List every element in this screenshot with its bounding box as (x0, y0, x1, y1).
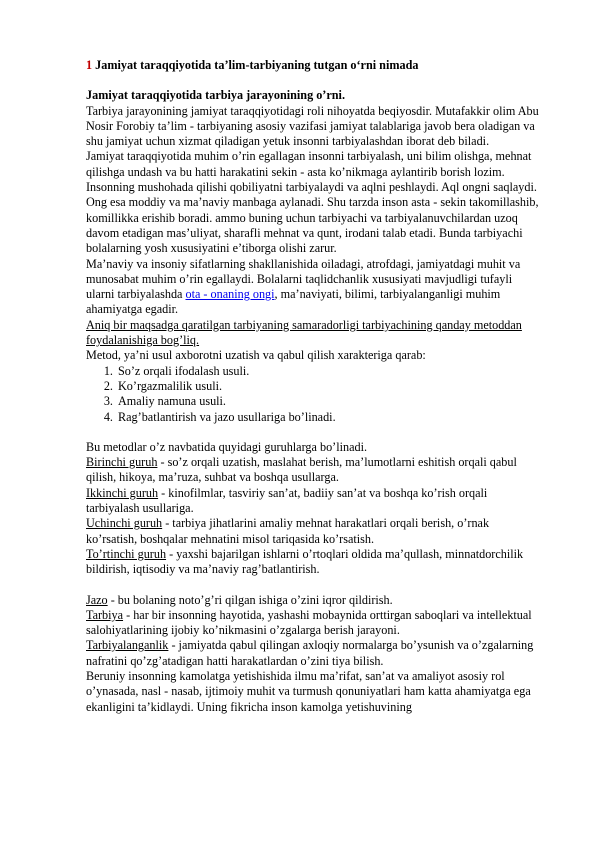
definition-text: - jamiyatda qabul qilingan axloqiy normalarga bo’ysunish va o’zgalarning nafratini qo’zg’atadigan hatti harakatlardan o’zini tiya bilish. (86, 638, 534, 668)
underlined-statement: Aniq bir maqsadga qaratilgan tarbiyaning samaradorligi tarbiyachining qanday metoddan foydalanishiga bog’liq. (86, 317, 522, 348)
closing-paragraph: Beruniy insonning kamolatga yetishishida ilmu ma’rifat, san’at va amaliyot asosiy rol o’ynasada, nasl - nasab, ijtimoiy muhit va turmush qonuniyatlari ham katta ahamiyatga ega ekanligini ta’kidlaydi. Uning fikricha inson kamolga yetishuvining (86, 668, 531, 714)
definition-text: - har bir insonning hayotida, yashashi mobaynida orttirgan saboqlari va intellektual salohiyatlarining ijobiy ko’nikmasini o’zgalarga berish jarayoni. (86, 607, 532, 638)
definition-item (86, 593, 541, 608)
definition-item (86, 608, 541, 639)
list-item: 3. Amaliy namuna usuli. (116, 394, 541, 409)
group-term: Ikkinchi guruh (86, 485, 159, 500)
document-title (86, 58, 541, 73)
group-term: To’rtinchi guruh (86, 546, 167, 561)
list-item: 2. Ko’rgazmalilik usuli. (116, 379, 541, 394)
spacer (86, 578, 541, 593)
list-item: 1. So’z orqali ifodalash usuli. (116, 364, 541, 379)
group-term: Uchinchi guruh (86, 516, 163, 531)
group-item (86, 547, 541, 578)
spacer (86, 425, 541, 440)
paragraph-3-text-before: Ma’naviy va insoniy sifatlarning shakllanishida oiladagi, atrofdagi, jamiyatdagi muhit va munosabat muhim o’rin egallaydi. Bolalarni taqlidchanlik xususiyati mavjudligi tufayli ularni tarbiyalashda (86, 256, 521, 302)
section-heading: Jamiyat taraqqiyotida tarbiya jarayonining o’rni. (86, 88, 345, 103)
definition-term: Jazo (86, 592, 108, 607)
paragraph-3-text-after: , ma’naviyati, bilimi, tarbiyalanganligi muhim ahamiyatga egadir. (86, 287, 501, 317)
ota-onaning-ongi-link[interactable]: ota - onaning ongi (185, 287, 275, 302)
title-number: 1 (86, 58, 93, 72)
group-text: - tarbiya jihatlarini amaliy mehnat harakatlari orqali berish, o’rnak ko’rsatish, boshqalar mehnatini misol tariqasida ko’rsatish. (86, 516, 490, 546)
group-text: - so’z orqali uzatish, maslahat berish, ma’lumotlarni eshitish orqali qabul qilish, hikoya, ma’ruza, suhbat va boshqa usullarga. (86, 455, 517, 485)
paragraph-1: Tarbiya jarayonining jamiyat taraqqiyotidagi roli nihoyatda beqiyosdir. Mutafakkir olim Abu Nosir Forobiy ta’lim - tarbiyaning asosiy vazifasi jamiyat talablariga javob bera oladigan va shu jamiyat uchun xizmat qiladigan yetuk insonni tarbiyalashdan iborat deb biladi. (86, 103, 539, 149)
definition-text: - bu bolaning noto’g’ri qilgan ishiga o’zini iqror qildirish. (107, 592, 393, 607)
methods-list (86, 364, 541, 425)
group-item (86, 486, 541, 517)
list-item: 4. Rag’batlantirish va jazo usullariga bo’linadi. (116, 410, 541, 425)
definition-item (86, 638, 541, 669)
paragraph-method: Metod, ya’ni usul axborotni uzatish va qabul qilish xarakteriga qarab: (86, 348, 426, 363)
group-text: - kinofilmlar, tasviriy san’at, badiiy san’at va boshqa ko’rish orqali tarbiyalash usullariga. (86, 485, 488, 516)
groups-intro: Bu metodlar o’z navbatida quyidagi guruhlarga bo’linadi. (86, 439, 368, 454)
group-text: - yaxshi bajarilgan ishlarni o’rtoqlari oldida ma’qullash, minnatdorchilik bildirish, iqtisodiy va ma’naviy rag’batlantirish. (86, 546, 524, 577)
paragraph-2: Jamiyat taraqqiyotida muhim o’rin egallagan insonni tarbiyalash, uni bilim olishga, mehnat qilishga undash va bu hatti harakatini sekin - asta ko’nikmaga aylantirib borish lozim. Insonning mushohada qilishi qobiliyatni tarbiyalaydi va aqlni peshlaydi. Aql ongni saqlaydi. Ong esa moddiy va ma’naviy manbaga aylanadi. Shu tarzda inson asta - sekin takomillashib, komillikka erishib boradi. ammo buning uchun tarbiyachi va tarbiyalanuvchilardan uzoq davom etadigan mas’uliyat, sharafli mehnat va qunt, irodani talab etadi. Bunda tarbiyachi bolalarning yosh xususiyatini e’tiborga olishi zarur. (86, 149, 539, 256)
definition-term: Tarbiya (86, 607, 124, 622)
group-item (86, 516, 541, 547)
definition-term: Tarbiyalanganlik (86, 638, 169, 653)
group-term: Birinchi guruh (86, 455, 158, 470)
paragraph-3 (86, 257, 541, 318)
title-text: Jamiyat taraqqiyotida ta’lim-tarbiyaning tutgan o‘rni nimada (92, 58, 419, 72)
group-item (86, 455, 541, 486)
